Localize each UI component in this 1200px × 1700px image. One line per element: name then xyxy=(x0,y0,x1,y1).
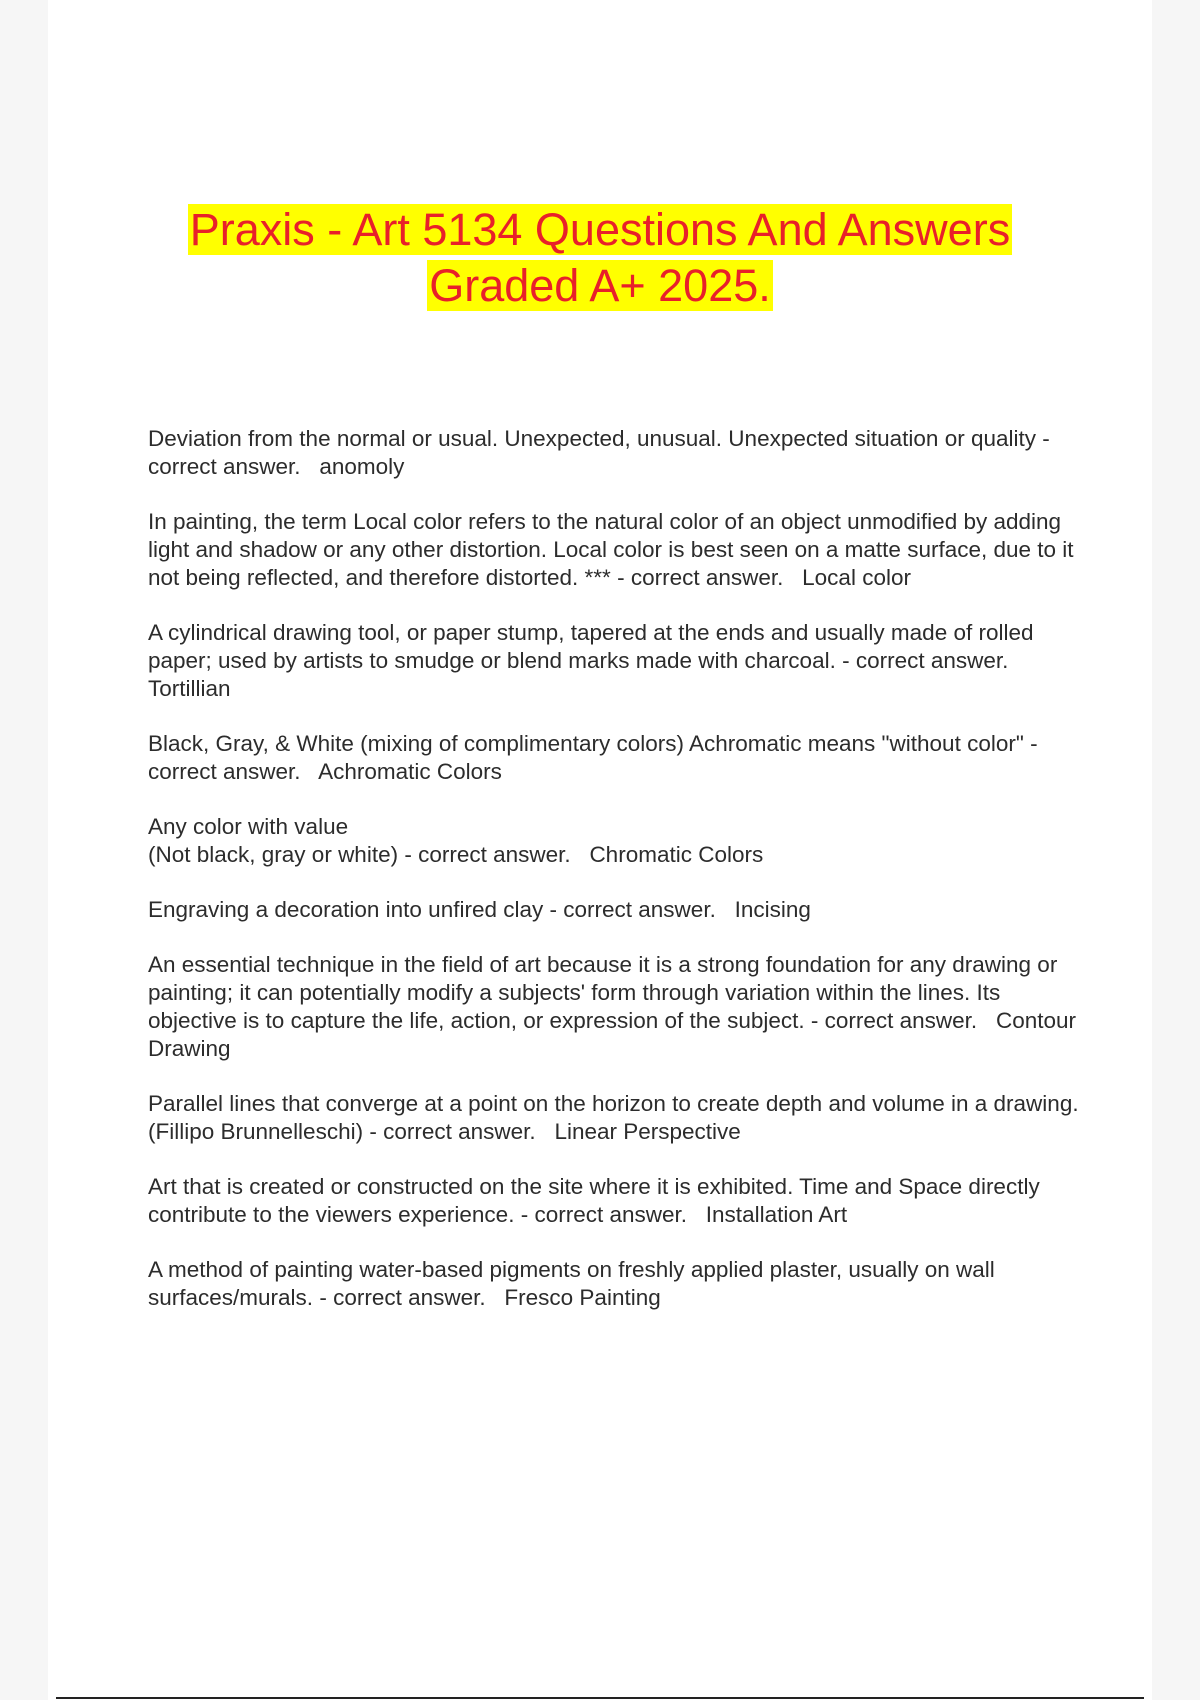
answer-separator: - correct answer. xyxy=(549,897,716,922)
answer-separator: - correct answer. xyxy=(319,1285,486,1310)
question-text: Art that is created or constructed on the site where it is exhibited. Time and Space directly contribute to the viewers experience. xyxy=(148,1174,1040,1227)
answer-separator: - correct answer. xyxy=(404,842,571,867)
question-text: A cylindrical drawing tool, or paper stump, tapered at the ends and usually made of rolled paper; used by artists to smudge or blend marks made with charcoal. xyxy=(148,620,1034,673)
bottom-rule xyxy=(56,1697,1144,1699)
answer-separator: - correct answer. xyxy=(148,426,1050,479)
qa-list xyxy=(148,425,1088,1339)
answer-separator: - correct answer. xyxy=(148,731,1038,784)
question-text: Deviation from the normal or usual. Unexpected, unusual. Unexpected situation or quality xyxy=(148,426,1036,451)
answer-text: Local color xyxy=(802,565,911,590)
document-title xyxy=(0,202,1200,314)
qa-item xyxy=(148,425,1088,481)
qa-item xyxy=(148,896,1088,924)
answer-separator: - correct answer. xyxy=(369,1119,536,1144)
question-text: Parallel lines that converge at a point on the horizon to create depth and volume in a drawing. (Fillipo Brunnelleschi) xyxy=(148,1091,1079,1144)
qa-item xyxy=(148,1090,1088,1146)
answer-text: anomoly xyxy=(319,454,405,479)
answer-text: Chromatic Colors xyxy=(589,842,764,867)
question-text: Black, Gray, & White (mixing of complimentary colors) Achromatic means "without color" xyxy=(148,731,1024,756)
question-text: Any color with value (Not black, gray or white) xyxy=(148,814,399,867)
answer-text: Installation Art xyxy=(705,1202,848,1227)
qa-item xyxy=(148,1256,1088,1312)
question-text: Engraving a decoration into unfired clay xyxy=(148,897,544,922)
answer-separator: - correct answer. xyxy=(842,648,1009,673)
answer-text: Linear Perspective xyxy=(554,1119,741,1144)
answer-text: Contour Drawing xyxy=(148,1008,1076,1061)
qa-item xyxy=(148,730,1088,786)
qa-item xyxy=(148,813,1088,869)
answer-text: Fresco Painting xyxy=(504,1285,661,1310)
question-text: An essential technique in the field of art because it is a strong foundation for any drawing or painting; it can potentially modify a subjects' form through variation within the lines. Its objective is to capture the life, action, or expression of the subject. xyxy=(148,952,1058,1033)
answer-separator: - correct answer. xyxy=(520,1202,688,1227)
qa-item xyxy=(148,508,1088,592)
answer-text: Achromatic Colors xyxy=(318,759,502,784)
title-line-1: Praxis - Art 5134 Questions And Answers xyxy=(189,204,1011,255)
question-text: In painting, the term Local color refers to the natural color of an object unmodified by adding light and shadow or any other distortion. Local color is best seen on a matte surface, due to it not being reflected, and therefore distorted. *** xyxy=(148,509,1074,590)
title-line-2: Graded A+ 2025. xyxy=(429,260,771,311)
question-text: A method of painting water-based pigments on freshly applied plaster, usually on wall surfaces/murals. xyxy=(148,1257,995,1310)
answer-text: Incising xyxy=(734,897,811,922)
qa-item xyxy=(148,1173,1088,1229)
answer-separator: - correct answer. xyxy=(617,565,784,590)
qa-item xyxy=(148,951,1088,1063)
qa-item xyxy=(148,619,1088,703)
answer-separator: - correct answer. xyxy=(810,1008,978,1033)
answer-text: Tortillian xyxy=(148,676,231,701)
